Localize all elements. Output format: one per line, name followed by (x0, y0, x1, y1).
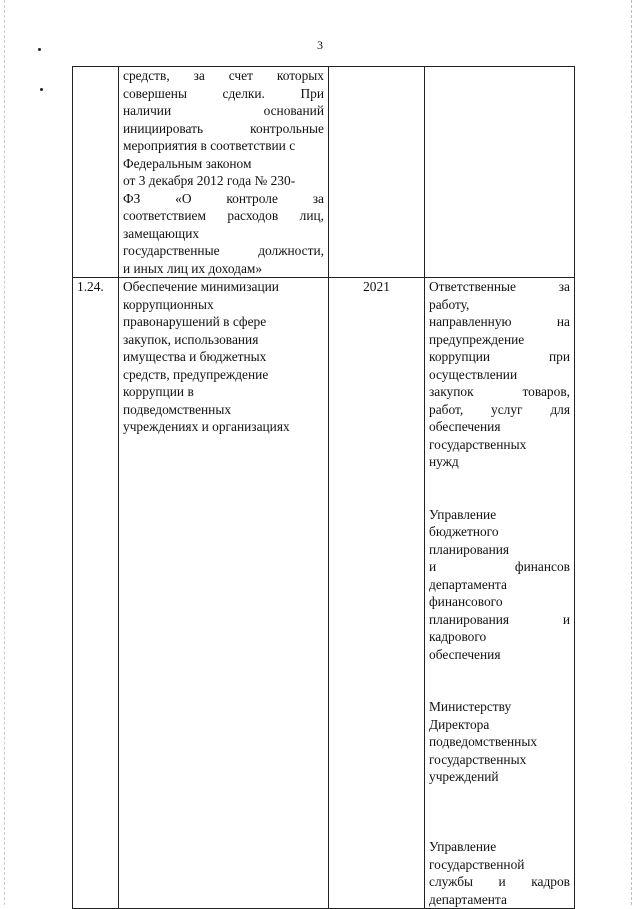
text-line: средств, за счет которых (123, 68, 324, 83)
responsible-group (429, 506, 570, 664)
text-line: предупреждение (429, 331, 525, 347)
text-line: учреждений (429, 769, 499, 784)
text-line: совершены сделки. При (123, 85, 324, 101)
responsible-group (429, 278, 570, 471)
row-number-cell (73, 278, 119, 909)
year-value: 2021 (363, 279, 390, 294)
text-line: Обеспечение минимизации (123, 279, 279, 294)
spacer (429, 663, 570, 698)
measure-cell (119, 278, 329, 909)
row-number-cell (73, 67, 119, 278)
text-line: учреждениях и организациях (123, 419, 290, 434)
text-line: и финансов (429, 559, 570, 574)
text-line: замещающих (123, 225, 200, 241)
text-line: наличии оснований (123, 103, 324, 118)
text-line: планирования (429, 541, 510, 557)
text-line: департамента (429, 576, 507, 592)
text-line: государственные должности, (123, 243, 324, 258)
text-line: службы и кадров (429, 874, 570, 889)
text-line: кадрового (429, 629, 487, 644)
text-line: мероприятия в соответствии с (123, 138, 296, 153)
text-line: соответствием расходов лиц, (123, 208, 324, 223)
measure-cell (119, 67, 329, 278)
text-line: коррупции при (429, 349, 570, 364)
text-line: направленную на (429, 314, 570, 329)
table-row-1-24 (73, 278, 575, 909)
text-line: государственных (429, 751, 527, 767)
text-line: и иных лиц их доходам» (123, 260, 263, 276)
row-number: 1.24. (77, 279, 104, 294)
text-line: департамента (429, 891, 507, 907)
responsible-group (429, 838, 570, 908)
text-line: Директора (429, 716, 490, 732)
responsible-group (429, 698, 570, 786)
text-line: обеспечения (429, 646, 501, 662)
text-line: подведомственных (123, 401, 232, 417)
text-line: инициировать контрольные (123, 120, 324, 136)
text-line: работу, (429, 296, 470, 312)
scan-edge-right (630, 0, 632, 905)
responsible-cell (425, 67, 575, 278)
text-line: бюджетного (429, 524, 499, 539)
text-line: государственной (429, 856, 525, 872)
text-line: Федеральным законом (123, 155, 252, 171)
scan-edge-left (4, 0, 6, 905)
year-cell (329, 278, 425, 909)
text-line: Управление (429, 506, 497, 522)
measures-table (72, 66, 575, 909)
page-number: 3 (317, 38, 323, 52)
text-line: имущества и бюджетных (123, 349, 267, 364)
text-line: работ, услуг для (429, 401, 570, 417)
text-line: финансового (429, 594, 503, 609)
text-line: правонарушений в сфере (123, 314, 267, 329)
text-line: закупок, использования (123, 331, 259, 347)
spacer (429, 471, 570, 506)
spacer (429, 786, 570, 821)
text-line: подведомственных (429, 734, 538, 749)
year-cell (329, 67, 425, 278)
text-line: осуществлении (429, 366, 518, 382)
table-row-continued (73, 67, 575, 278)
text-line: планирования и (429, 611, 570, 627)
text-line: нужд (429, 454, 459, 469)
text-line: Министерству (429, 699, 512, 714)
text-line: Ответственные за (429, 279, 570, 294)
text-line: государственных (429, 436, 527, 452)
text-line: средств, предупреждение (123, 366, 269, 382)
text-line: закупок товаров, (429, 384, 570, 399)
text-line: Управление (429, 839, 497, 854)
text-line: ФЗ «О контроле за (123, 190, 324, 206)
spacer (429, 821, 570, 839)
text-line: обеспечения (429, 419, 501, 434)
scan-speck (40, 88, 43, 91)
text-line: от 3 декабря 2012 года № 230- (123, 173, 296, 188)
responsible-cell (425, 278, 575, 909)
text-line: коррупционных (123, 296, 214, 312)
text-line: коррупции в (123, 384, 194, 399)
